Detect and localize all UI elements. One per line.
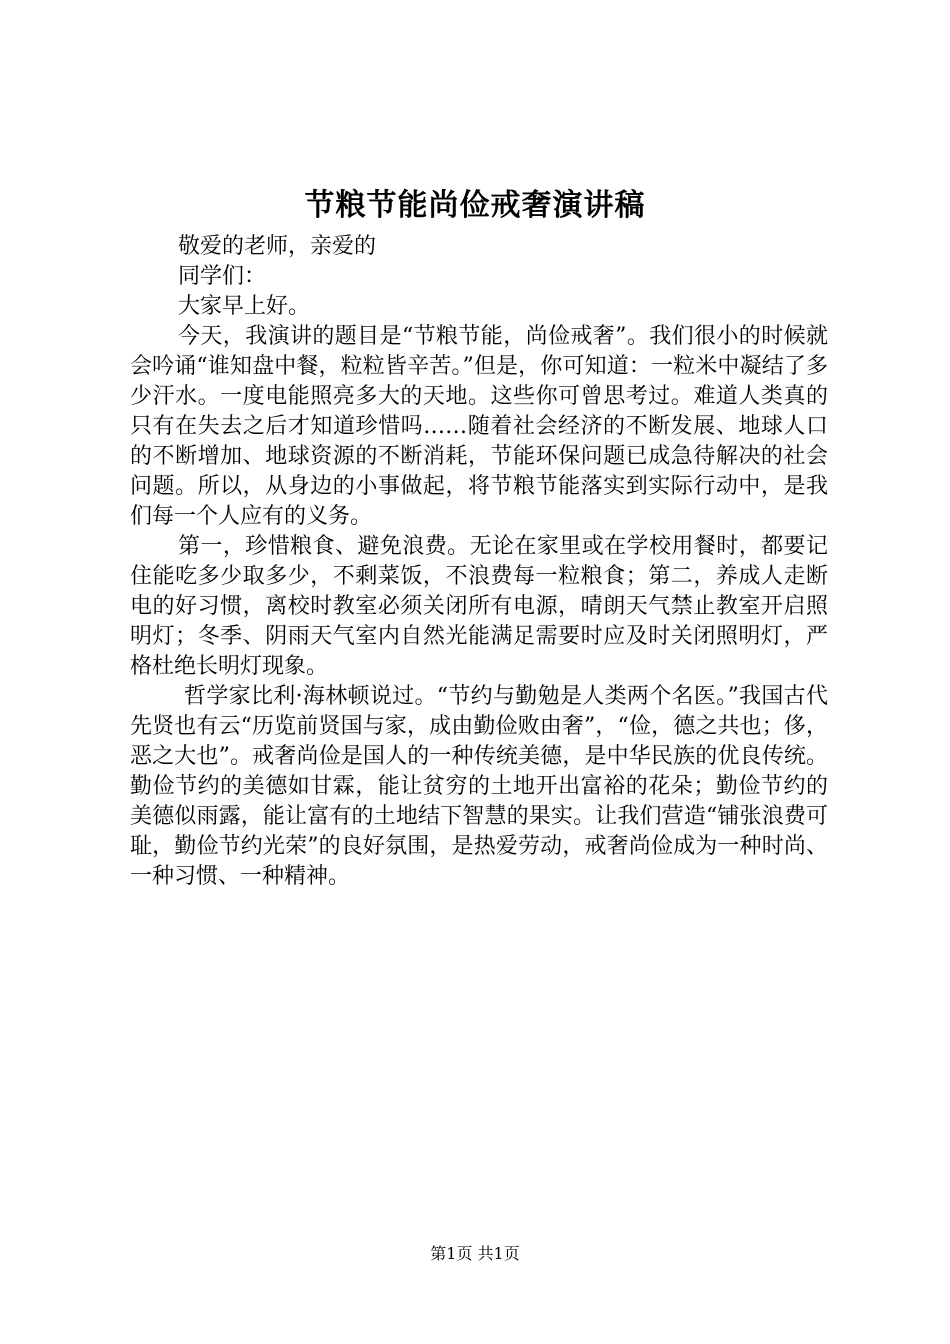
document-title: 节粮节能尚俭戒奢演讲稿 (304, 188, 646, 223)
paragraph-first-second: 第一，珍惜粮食、避免浪费。无论在家里或在学校用餐时，都要记住能吃多少取多少，不剩菜饭，不浪费每一粒粮食；第二，养成人走断电的好习惯，离校时教室必须关闭所有电源，晴朗天气禁止教室开启照明灯；冬季、阴雨天气室内自然光能满足需要时应及时关闭照明灯，严格杜绝长明灯现象。 (130, 534, 828, 679)
document-body (130, 232, 828, 892)
greeting-line-3: 大家早上好。 (178, 294, 311, 319)
paragraph-philosopher: 哲学家比利·海林顿说过。“节约与勤勉是人类两个名医。”我国古代先贤也有云“历览前贤国与家，成由勤俭败由奢”，“俭，德之共也；侈，恶之大也”。戒奢尚俭是国人的一种传统美德，是中华民族的优良传统。勤俭节约的美德如甘霖，能让贫穷的土地开出富裕的花朵；勤俭节约的美德似雨露，能让富有的土地结下智慧的果实。让我们营造“铺张浪费可耻，勤俭节约光荣”的良好氛围，是热爱劳动，戒奢尚俭成为一种时尚、一种习惯、一种精神。 (130, 684, 828, 889)
greeting-line-1: 敬爱的老师，亲爱的 (178, 234, 377, 259)
paragraph-intro: 今天，我演讲的题目是“节粮节能，尚俭戒奢”。我们很小的时候就会吟诵“谁知盘中餐，粒粒皆辛苦。”但是，你可知道：一粒米中凝结了多少汗水。一度电能照亮多大的天地。这些你可曾思考过。难道人类真的只有在失去之后才知道珍惜吗……随着社会经济的不断发展、地球人口的不断增加、地球资源的不断消耗，节能环保问题已成急待解决的社会问题。所以，从身边的小事做起，将节粮节能落实到实际行动中，是我们每一个人应有的义务。 (130, 324, 828, 529)
page-footer: 第1页 共1页 (430, 1244, 520, 1263)
greeting-line-2: 同学们： (178, 264, 267, 289)
